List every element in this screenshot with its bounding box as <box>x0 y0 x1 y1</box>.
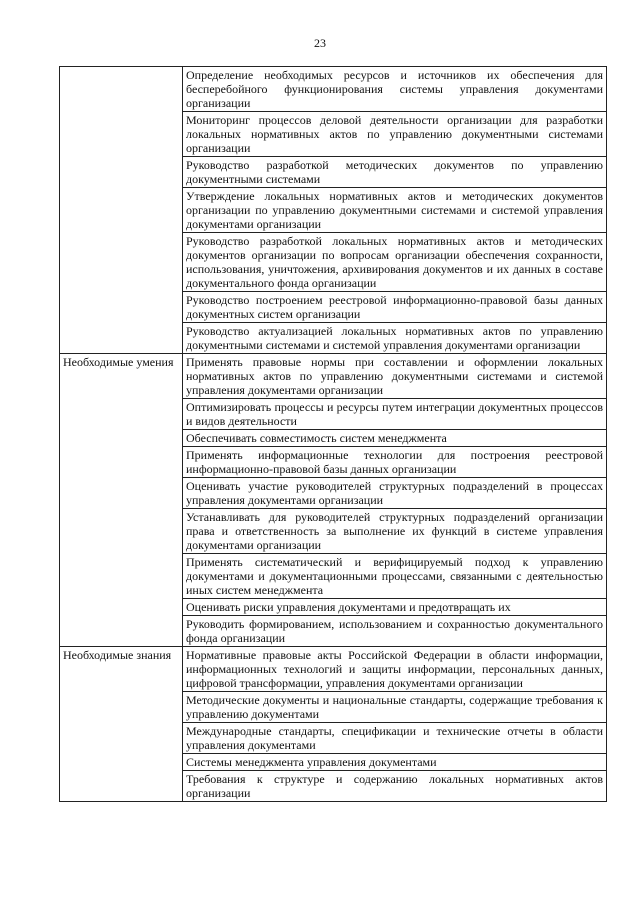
requirement-item: Руководство актуализацией локальных нормативных актов по управлению документными системами и системой управления документами организации <box>183 323 607 354</box>
requirement-item: Оценивать риски управления документами и предотвращать их <box>183 599 607 616</box>
table-row <box>60 647 607 692</box>
requirements-table <box>59 66 607 802</box>
table-row <box>60 67 607 112</box>
requirement-item: Требования к структуре и содержанию локальных нормативных актов организации <box>183 771 607 802</box>
requirement-item: Устанавливать для руководителей структурных подразделений организации права и ответственность за выполнение их функций в системе управления документами организации <box>183 509 607 554</box>
requirement-item: Мониторинг процессов деловой деятельности организации для разработки локальных нормативных актов по управлению документными системами организации <box>183 112 607 157</box>
requirements-table-body <box>60 67 607 802</box>
requirement-item: Применять правовые нормы при составлении и оформлении локальных нормативных актов по управлению документными системами и системой управления документами организации <box>183 354 607 399</box>
requirement-item: Утверждение локальных нормативных актов и методических документов организации по управлению документными системами и системой управления документами организации <box>183 188 607 233</box>
requirement-item: Руководство разработкой локальных нормативных актов и методических документов организации по вопросам организации обеспечения сохранности, использования, уничтожения, архивирования документов и их данных в составе документального фонда организации <box>183 233 607 292</box>
requirement-item: Руководить формированием, использованием и сохранностью документального фонда организации <box>183 616 607 647</box>
requirement-item: Международные стандарты, спецификации и технические отчеты в области управления документами <box>183 723 607 754</box>
section-label <box>60 67 183 354</box>
requirement-item: Нормативные правовые акты Российской Федерации в области информации, информационных технологий и защиты информации, персональных данных, цифровой трансформации, управления документами организации <box>183 647 607 692</box>
requirement-item: Оценивать участие руководителей структурных подразделений в процессах управления документами организации <box>183 478 607 509</box>
section-label: Необходимые умения <box>60 354 183 647</box>
requirement-item: Применять информационные технологии для построения реестровой информационно-правовой базы данных организации <box>183 447 607 478</box>
requirement-item: Системы менеджмента управления документами <box>183 754 607 771</box>
requirement-item: Руководство построением реестровой информационно-правовой базы данных документных систем организации <box>183 292 607 323</box>
requirement-item: Руководство разработкой методических документов по управлению документными системами <box>183 157 607 188</box>
table-row <box>60 354 607 399</box>
requirement-item: Методические документы и национальные стандарты, содержащие требования к управлению документами <box>183 692 607 723</box>
requirement-item: Применять систематический и верифицируемый подход к управлению документами и документационными процессами, связанными с деятельностью иных систем менеджмента <box>183 554 607 599</box>
requirement-item: Обеспечивать совместимость систем менеджмента <box>183 430 607 447</box>
requirement-item: Определение необходимых ресурсов и источников их обеспечения для бесперебойного функционирования системы управления документами организации <box>183 67 607 112</box>
page-number: 23 <box>314 36 326 50</box>
requirement-item: Оптимизировать процессы и ресурсы путем интеграции документных процессов и видов деятельности <box>183 399 607 430</box>
section-label: Необходимые знания <box>60 647 183 802</box>
